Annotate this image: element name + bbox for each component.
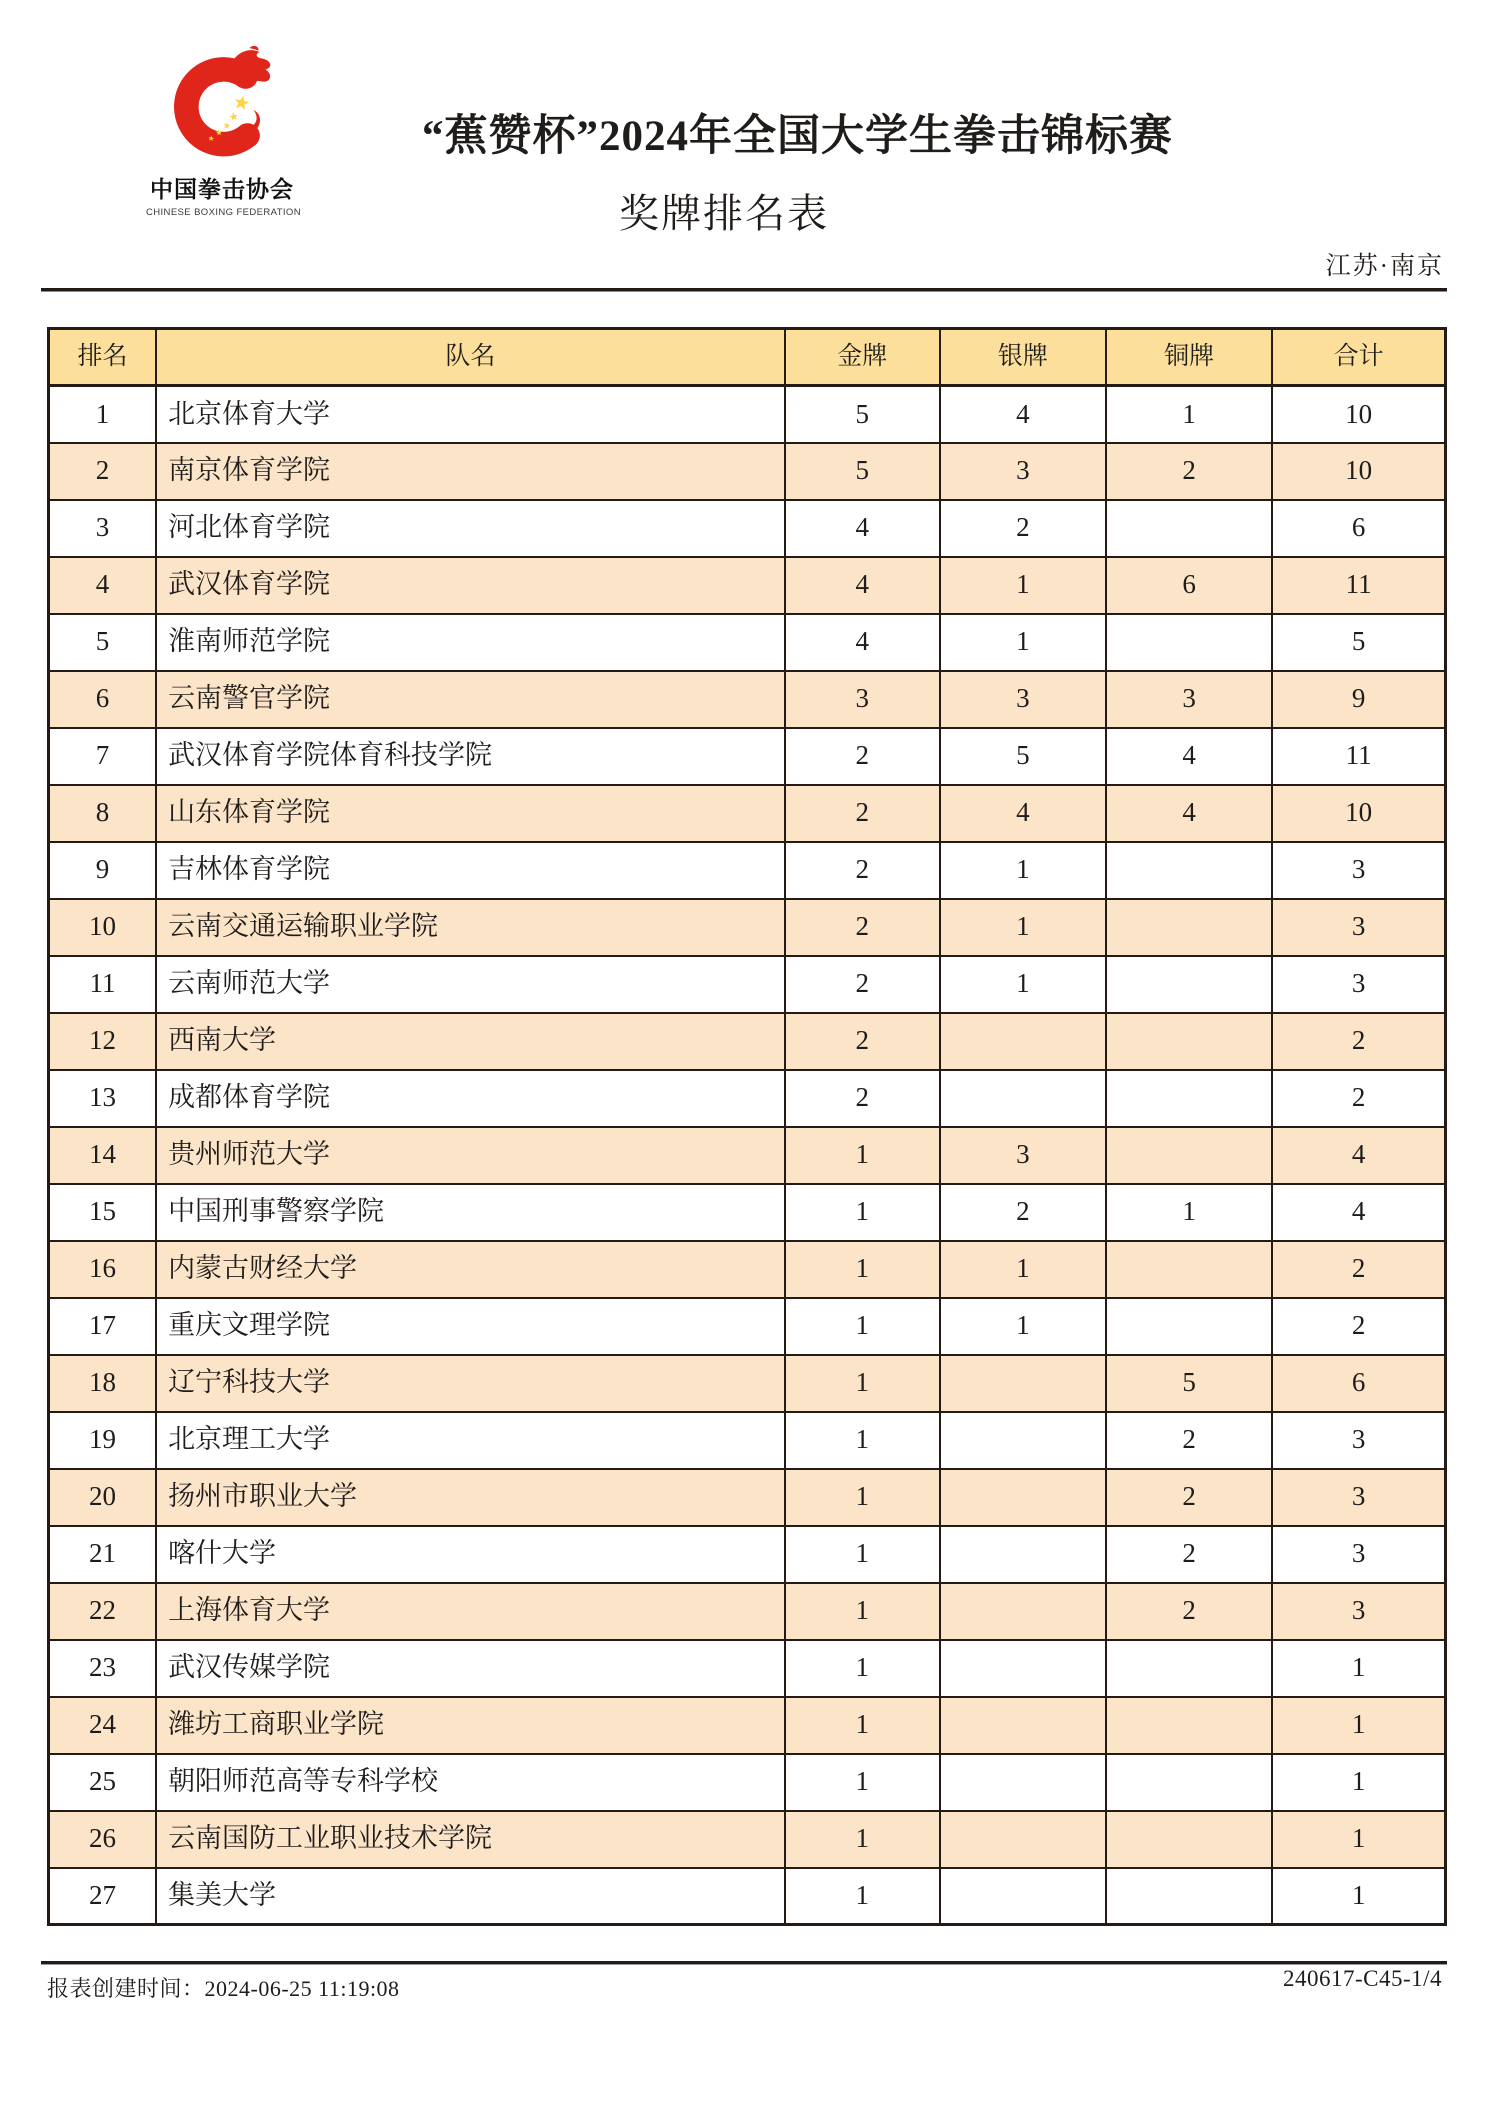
bronze-cell: 1 bbox=[1106, 386, 1272, 443]
col-header-rank: 排名 bbox=[49, 329, 157, 386]
total-cell: 4 bbox=[1272, 1184, 1445, 1241]
bronze-cell: 5 bbox=[1106, 1355, 1272, 1412]
table-row bbox=[49, 1184, 1446, 1241]
gold-cell: 1 bbox=[785, 1412, 940, 1469]
silver-cell: 2 bbox=[940, 500, 1106, 557]
team-cell: 贵州师范大学 bbox=[156, 1127, 785, 1184]
total-cell: 11 bbox=[1272, 557, 1445, 614]
table-row bbox=[49, 1640, 1446, 1697]
report-created-time: 报表创建时间：2024-06-25 11:19:08 bbox=[47, 1976, 400, 2001]
table-row bbox=[49, 956, 1446, 1013]
table-row bbox=[49, 557, 1446, 614]
bronze-cell bbox=[1106, 842, 1272, 899]
table-row bbox=[49, 728, 1446, 785]
table-row bbox=[49, 1868, 1446, 1925]
total-cell: 2 bbox=[1272, 1070, 1445, 1127]
silver-cell: 1 bbox=[940, 1241, 1106, 1298]
rank-cell: 25 bbox=[49, 1754, 157, 1811]
logo bbox=[146, 44, 301, 218]
report-code: 240617-C45-1/4 bbox=[1282, 1966, 1442, 1991]
bronze-cell: 4 bbox=[1106, 785, 1272, 842]
silver-cell: 1 bbox=[940, 557, 1106, 614]
silver-cell: 1 bbox=[940, 614, 1106, 671]
total-cell: 1 bbox=[1272, 1868, 1445, 1925]
gold-cell: 1 bbox=[785, 1469, 940, 1526]
bronze-cell bbox=[1106, 1013, 1272, 1070]
bronze-cell: 2 bbox=[1106, 1583, 1272, 1640]
rank-cell: 24 bbox=[49, 1697, 157, 1754]
rank-cell: 22 bbox=[49, 1583, 157, 1640]
total-cell: 10 bbox=[1272, 386, 1445, 443]
rank-cell: 11 bbox=[49, 956, 157, 1013]
team-cell: 上海体育大学 bbox=[156, 1583, 785, 1640]
gold-cell: 5 bbox=[785, 386, 940, 443]
team-cell: 扬州市职业大学 bbox=[156, 1469, 785, 1526]
team-cell: 集美大学 bbox=[156, 1868, 785, 1925]
rank-cell: 4 bbox=[49, 557, 157, 614]
gold-cell: 1 bbox=[785, 1526, 940, 1583]
gold-cell: 2 bbox=[785, 785, 940, 842]
table-row bbox=[49, 671, 1446, 728]
table-row bbox=[49, 1355, 1446, 1412]
team-cell: 云南师范大学 bbox=[156, 956, 785, 1013]
rank-cell: 6 bbox=[49, 671, 157, 728]
page-title: “蕉赞杯”2024年全国大学生拳击锦标赛 bbox=[422, 113, 1173, 160]
total-cell: 10 bbox=[1272, 443, 1445, 500]
table-row bbox=[49, 1754, 1446, 1811]
table-row bbox=[49, 1241, 1446, 1298]
table-row bbox=[49, 1127, 1446, 1184]
table-row bbox=[49, 1526, 1446, 1583]
rank-cell: 1 bbox=[49, 386, 157, 443]
total-cell: 3 bbox=[1272, 1412, 1445, 1469]
rank-cell: 21 bbox=[49, 1526, 157, 1583]
rank-cell: 26 bbox=[49, 1811, 157, 1868]
total-cell: 4 bbox=[1272, 1127, 1445, 1184]
total-cell: 11 bbox=[1272, 728, 1445, 785]
table-row bbox=[49, 785, 1446, 842]
gold-cell: 2 bbox=[785, 728, 940, 785]
bronze-cell bbox=[1106, 1241, 1272, 1298]
col-header-total: 合计 bbox=[1272, 329, 1445, 386]
silver-cell: 1 bbox=[940, 956, 1106, 1013]
silver-cell: 3 bbox=[940, 671, 1106, 728]
silver-cell: 1 bbox=[940, 899, 1106, 956]
bronze-cell bbox=[1106, 1868, 1272, 1925]
gold-cell: 1 bbox=[785, 1583, 940, 1640]
footer-divider bbox=[41, 1961, 1447, 1965]
silver-cell bbox=[940, 1070, 1106, 1127]
silver-cell: 4 bbox=[940, 386, 1106, 443]
team-cell: 内蒙古财经大学 bbox=[156, 1241, 785, 1298]
table-row bbox=[49, 500, 1446, 557]
rank-cell: 3 bbox=[49, 500, 157, 557]
team-cell: 西南大学 bbox=[156, 1013, 785, 1070]
team-cell: 中国刑事警察学院 bbox=[156, 1184, 785, 1241]
table-row bbox=[49, 1298, 1446, 1355]
silver-cell: 3 bbox=[940, 443, 1106, 500]
rank-cell: 20 bbox=[49, 1469, 157, 1526]
gold-cell: 2 bbox=[785, 956, 940, 1013]
silver-cell: 1 bbox=[940, 1298, 1106, 1355]
bronze-cell bbox=[1106, 1697, 1272, 1754]
table-row bbox=[49, 443, 1446, 500]
table-row bbox=[49, 1811, 1446, 1868]
col-header-bronze: 铜牌 bbox=[1106, 329, 1272, 386]
gold-cell: 4 bbox=[785, 557, 940, 614]
total-cell: 3 bbox=[1272, 956, 1445, 1013]
medal-table-body bbox=[49, 386, 1446, 1925]
team-cell: 朝阳师范高等专科学校 bbox=[156, 1754, 785, 1811]
logo-org-name-cn: 中国拳击协会 bbox=[150, 176, 294, 202]
total-cell: 3 bbox=[1272, 899, 1445, 956]
header-divider bbox=[41, 288, 1447, 292]
gold-cell: 2 bbox=[785, 1070, 940, 1127]
bronze-cell: 2 bbox=[1106, 1469, 1272, 1526]
col-header-silver: 银牌 bbox=[940, 329, 1106, 386]
table-row bbox=[49, 1013, 1446, 1070]
table-row bbox=[49, 386, 1446, 443]
table-row bbox=[49, 1583, 1446, 1640]
silver-cell: 1 bbox=[940, 842, 1106, 899]
gold-cell: 4 bbox=[785, 500, 940, 557]
team-cell: 云南交通运输职业学院 bbox=[156, 899, 785, 956]
rank-cell: 19 bbox=[49, 1412, 157, 1469]
total-cell: 6 bbox=[1272, 500, 1445, 557]
rank-cell: 2 bbox=[49, 443, 157, 500]
gold-cell: 4 bbox=[785, 614, 940, 671]
rank-cell: 12 bbox=[49, 1013, 157, 1070]
team-cell: 成都体育学院 bbox=[156, 1070, 785, 1127]
silver-cell: 3 bbox=[940, 1127, 1106, 1184]
table-row bbox=[49, 614, 1446, 671]
gold-cell: 1 bbox=[785, 1241, 940, 1298]
total-cell: 3 bbox=[1272, 1469, 1445, 1526]
bronze-cell bbox=[1106, 614, 1272, 671]
bronze-cell bbox=[1106, 1811, 1272, 1868]
total-cell: 10 bbox=[1272, 785, 1445, 842]
team-cell: 喀什大学 bbox=[156, 1526, 785, 1583]
bronze-cell bbox=[1106, 1640, 1272, 1697]
rank-cell: 9 bbox=[49, 842, 157, 899]
page-subtitle: 奖牌排名表 bbox=[619, 191, 829, 236]
silver-cell: 4 bbox=[940, 785, 1106, 842]
gold-cell: 1 bbox=[785, 1868, 940, 1925]
gold-cell: 1 bbox=[785, 1640, 940, 1697]
silver-cell bbox=[940, 1583, 1106, 1640]
team-cell: 武汉传媒学院 bbox=[156, 1640, 785, 1697]
team-cell: 云南国防工业职业技术学院 bbox=[156, 1811, 785, 1868]
silver-cell bbox=[940, 1526, 1106, 1583]
total-cell: 3 bbox=[1272, 1583, 1445, 1640]
rank-cell: 13 bbox=[49, 1070, 157, 1127]
team-cell: 北京体育大学 bbox=[156, 386, 785, 443]
table-row bbox=[49, 899, 1446, 956]
team-cell: 武汉体育学院 bbox=[156, 557, 785, 614]
bronze-cell bbox=[1106, 1070, 1272, 1127]
team-cell: 辽宁科技大学 bbox=[156, 1355, 785, 1412]
bronze-cell: 2 bbox=[1106, 443, 1272, 500]
team-cell: 潍坊工商职业学院 bbox=[156, 1697, 785, 1754]
rank-cell: 23 bbox=[49, 1640, 157, 1697]
silver-cell: 5 bbox=[940, 728, 1106, 785]
gold-cell: 2 bbox=[785, 842, 940, 899]
bronze-cell bbox=[1106, 899, 1272, 956]
silver-cell bbox=[940, 1355, 1106, 1412]
gold-cell: 1 bbox=[785, 1355, 940, 1412]
bronze-cell: 3 bbox=[1106, 671, 1272, 728]
gold-cell: 3 bbox=[785, 671, 940, 728]
table-row bbox=[49, 1469, 1446, 1526]
silver-cell: 2 bbox=[940, 1184, 1106, 1241]
gold-cell: 1 bbox=[785, 1811, 940, 1868]
total-cell: 5 bbox=[1272, 614, 1445, 671]
table-row bbox=[49, 1412, 1446, 1469]
logo-org-name-en: CHINESE BOXING FEDERATION bbox=[146, 207, 301, 218]
team-cell: 北京理工大学 bbox=[156, 1412, 785, 1469]
rank-cell: 8 bbox=[49, 785, 157, 842]
rank-cell: 16 bbox=[49, 1241, 157, 1298]
team-cell: 武汉体育学院体育科技学院 bbox=[156, 728, 785, 785]
team-cell: 河北体育学院 bbox=[156, 500, 785, 557]
table-row bbox=[49, 1070, 1446, 1127]
silver-cell bbox=[940, 1469, 1106, 1526]
bronze-cell bbox=[1106, 1127, 1272, 1184]
team-cell: 吉林体育学院 bbox=[156, 842, 785, 899]
total-cell: 1 bbox=[1272, 1697, 1445, 1754]
rank-cell: 15 bbox=[49, 1184, 157, 1241]
silver-cell bbox=[940, 1868, 1106, 1925]
team-cell: 云南警官学院 bbox=[156, 671, 785, 728]
gold-cell: 2 bbox=[785, 1013, 940, 1070]
silver-cell bbox=[940, 1640, 1106, 1697]
bronze-cell: 4 bbox=[1106, 728, 1272, 785]
total-cell: 1 bbox=[1272, 1811, 1445, 1868]
table-row bbox=[49, 1697, 1446, 1754]
team-cell: 淮南师范学院 bbox=[156, 614, 785, 671]
col-header-team: 队名 bbox=[156, 329, 785, 386]
total-cell: 3 bbox=[1272, 1526, 1445, 1583]
gold-cell: 1 bbox=[785, 1127, 940, 1184]
bronze-cell: 2 bbox=[1106, 1526, 1272, 1583]
rank-cell: 5 bbox=[49, 614, 157, 671]
boxing-federation-dragon-logo-icon bbox=[163, 44, 281, 168]
table-header-row bbox=[49, 329, 1446, 386]
silver-cell bbox=[940, 1013, 1106, 1070]
bronze-cell: 1 bbox=[1106, 1184, 1272, 1241]
total-cell: 6 bbox=[1272, 1355, 1445, 1412]
bronze-cell bbox=[1106, 956, 1272, 1013]
total-cell: 9 bbox=[1272, 671, 1445, 728]
team-cell: 南京体育学院 bbox=[156, 443, 785, 500]
table-row bbox=[49, 842, 1446, 899]
total-cell: 1 bbox=[1272, 1640, 1445, 1697]
bronze-cell: 2 bbox=[1106, 1412, 1272, 1469]
rank-cell: 18 bbox=[49, 1355, 157, 1412]
gold-cell: 5 bbox=[785, 443, 940, 500]
gold-cell: 1 bbox=[785, 1184, 940, 1241]
total-cell: 1 bbox=[1272, 1754, 1445, 1811]
col-header-gold: 金牌 bbox=[785, 329, 940, 386]
bronze-cell bbox=[1106, 1754, 1272, 1811]
gold-cell: 1 bbox=[785, 1754, 940, 1811]
rank-cell: 10 bbox=[49, 899, 157, 956]
bronze-cell bbox=[1106, 500, 1272, 557]
team-cell: 重庆文理学院 bbox=[156, 1298, 785, 1355]
silver-cell bbox=[940, 1697, 1106, 1754]
bronze-cell bbox=[1106, 1298, 1272, 1355]
bronze-cell: 6 bbox=[1106, 557, 1272, 614]
silver-cell bbox=[940, 1811, 1106, 1868]
team-cell: 山东体育学院 bbox=[156, 785, 785, 842]
total-cell: 2 bbox=[1272, 1013, 1445, 1070]
total-cell: 2 bbox=[1272, 1241, 1445, 1298]
silver-cell bbox=[940, 1412, 1106, 1469]
rank-cell: 14 bbox=[49, 1127, 157, 1184]
total-cell: 3 bbox=[1272, 842, 1445, 899]
rank-cell: 17 bbox=[49, 1298, 157, 1355]
rank-cell: 27 bbox=[49, 1868, 157, 1925]
gold-cell: 1 bbox=[785, 1697, 940, 1754]
location-label: 江苏·南京 bbox=[1325, 253, 1444, 280]
total-cell: 2 bbox=[1272, 1298, 1445, 1355]
medal-ranking-table bbox=[47, 327, 1447, 1926]
gold-cell: 2 bbox=[785, 899, 940, 956]
rank-cell: 7 bbox=[49, 728, 157, 785]
gold-cell: 1 bbox=[785, 1298, 940, 1355]
silver-cell bbox=[940, 1754, 1106, 1811]
